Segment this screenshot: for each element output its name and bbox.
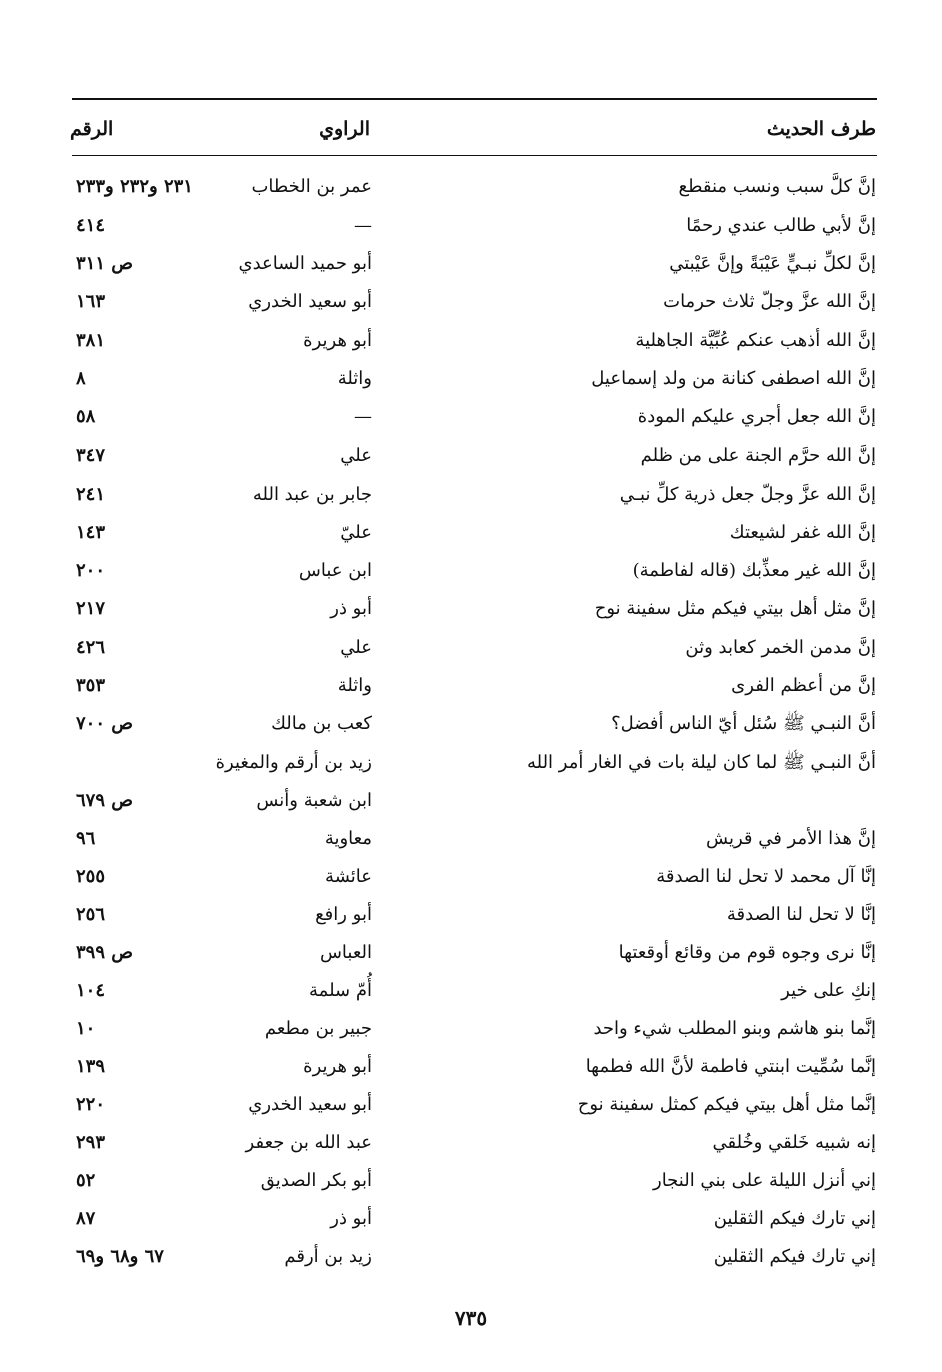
hadith-number: ٥٢	[76, 1170, 96, 1191]
hadith-number: ٣٨١	[76, 330, 106, 351]
rawi-name: زيد بن أرقم	[284, 1246, 372, 1267]
table-row	[0, 629, 942, 667]
hadith-number: ٢٣١ و٢٣٢ و٢٣٣	[76, 176, 193, 197]
table-row	[0, 744, 942, 782]
hadith-text: إني تارك فيكم الثقلين	[713, 1208, 876, 1229]
table-row	[0, 896, 942, 934]
table-row	[0, 360, 942, 398]
rawi-name: عمر بن الخطاب	[251, 176, 372, 197]
hadith-number: ٢٥٥	[76, 866, 106, 887]
table-row	[0, 820, 942, 858]
hadith-text: إنَّ الله أذهب عنكم عُبِّيَّة الجاهلية	[635, 330, 876, 351]
table-row	[0, 322, 942, 360]
rawi-name: معاوية	[324, 828, 372, 849]
hadith-text: أنَّ النبـي ﷺ لما كان ليلة بات في الغار أمر الله	[526, 752, 876, 773]
column-header-number: الرقم	[70, 118, 114, 140]
hadith-text: إنَّ الله حرَّم الجنة على من ظلم	[640, 445, 876, 466]
rawi-name: أبو ذر	[330, 598, 372, 619]
hadith-text: إنَّ الله اصطفى كنانة من ولد إسماعيل	[591, 368, 876, 389]
rawi-name: جبير بن مطعم	[264, 1018, 372, 1039]
hadith-number: ٢٩٣	[76, 1132, 106, 1153]
table-row	[0, 207, 942, 245]
table-row	[0, 1048, 942, 1086]
table-row	[0, 552, 942, 590]
table-row	[0, 398, 942, 436]
hadith-number: ٨	[76, 368, 86, 389]
hadith-text: إنَّ مدمن الخمر كعابد وثن	[685, 637, 876, 658]
hadith-number: ٦٧ و٦٨ و٦٩	[76, 1246, 164, 1267]
hadith-number: ١٠	[76, 1018, 96, 1039]
rawi-name: أبو بكر الصديق	[260, 1170, 372, 1191]
table-row	[0, 1010, 942, 1048]
hadith-text: إنَّ من أعظم الفرى	[731, 675, 876, 696]
table-row	[0, 245, 942, 283]
hadith-number: ص ٣١١	[76, 253, 134, 274]
table-row	[0, 1200, 942, 1238]
hadith-number: ص ٣٩٩	[76, 942, 134, 963]
table-row	[0, 934, 942, 972]
hadith-number: ١٠٤	[76, 980, 106, 1001]
rawi-name: ابن شعبة وأنس	[256, 790, 372, 811]
rawi-name: واثلة	[337, 368, 372, 389]
hadith-number: ١٣٩	[76, 1056, 106, 1077]
rawi-name: جابر بن عبد الله	[252, 484, 372, 505]
rawi-name: واثلة	[337, 675, 372, 696]
hadith-text: إنَّ لكلِّ نبـيٍّ عَيْبَةً وإنَّ عَيْبتي	[669, 253, 876, 274]
hadith-number: ص ٧٠٠	[76, 713, 134, 734]
hadith-text: إنَّ الله جعل أجري عليكم المودة	[637, 406, 876, 427]
rawi-name: —	[354, 406, 372, 427]
rawi-name: عائشة	[325, 866, 372, 887]
hadith-number: ١٤٣	[76, 522, 106, 543]
rawi-name: أُمّ سلمة	[309, 980, 372, 1001]
hadith-text: إنه شبيه خَلقي وخُلقي	[712, 1132, 876, 1153]
hadith-number: ٣٥٣	[76, 675, 106, 696]
hadith-number: ٢٢٠	[76, 1094, 106, 1115]
hadith-number: ٢٤١	[76, 484, 106, 505]
hadith-text: إنَّ الله غير معذِّبك (قاله لفاطمة)	[632, 560, 876, 581]
hadith-number: ٢٠٠	[76, 560, 106, 581]
rawi-name: أبو سعيد الخدري	[248, 291, 372, 312]
table-row	[0, 782, 942, 820]
hadith-number: ٣٤٧	[76, 445, 106, 466]
hadith-text: إنَّ الله عزَّ وجلّ جعل ذرية كلِّ نبـي	[619, 484, 876, 505]
hadith-text: إني أنزل الليلة على بني النجار	[653, 1170, 876, 1191]
hadith-text: أنَّ النبـي ﷺ سُئل أيّ الناس أفضل؟	[611, 713, 876, 734]
hadith-text: إنَّما بنو هاشم وبنو المطلب شيء واحد	[593, 1018, 876, 1039]
hadith-number: ٤٢٦	[76, 637, 106, 658]
page-number: ٧٣٥	[454, 1306, 488, 1330]
column-header-rawi: الراوي	[319, 118, 370, 140]
rawi-name: عليّ	[340, 522, 372, 543]
hadith-text: إنكِ على خير	[781, 980, 876, 1001]
table-row	[0, 705, 942, 743]
rawi-name: أبو سعيد الخدري	[248, 1094, 372, 1115]
table-row	[0, 283, 942, 321]
hadith-text: إنَّ الله غفر لشيعتك	[729, 522, 876, 543]
hadith-number: ٢٥٦	[76, 904, 106, 925]
table-row	[0, 1162, 942, 1200]
hadith-text: إنَّ مثل أهل بيتي فيكم مثل سفينة نوح	[594, 598, 876, 619]
table-row	[0, 1124, 942, 1162]
rawi-name: علي	[340, 637, 372, 658]
hadith-text: إنَّ كلَّ سبب ونسب منقطع	[678, 176, 876, 197]
hadith-number: ٢١٧	[76, 598, 106, 619]
rawi-name: العباس	[319, 942, 372, 963]
rawi-name: أبو هريرة	[303, 330, 372, 351]
rawi-name: أبو حميد الساعدي	[238, 253, 372, 274]
rawi-name: عبد الله بن جعفر	[245, 1132, 372, 1153]
table-row	[0, 514, 942, 552]
rawi-name: ابن عباس	[298, 560, 372, 581]
table-row	[0, 667, 942, 705]
hadith-text: إنَّما مثل أهل بيتي فيكم كمثل سفينة نوح	[577, 1094, 876, 1115]
rawi-name: —	[354, 215, 372, 236]
hadith-text: إنَّا لا تحل لنا الصدقة	[726, 904, 876, 925]
rawi-name: زيد بن أرقم والمغيرة	[215, 752, 372, 773]
table-row	[0, 1086, 942, 1124]
hadith-number: ٩٦	[76, 828, 96, 849]
table-row	[0, 972, 942, 1010]
table-row	[0, 168, 942, 206]
table-row	[0, 1238, 942, 1276]
hadith-text: إنَّ لأبي طالب عندي رحمًا	[686, 215, 876, 236]
table-row	[0, 437, 942, 475]
rawi-name: كعب بن مالك	[271, 713, 372, 734]
hadith-text: إني تارك فيكم الثقلين	[713, 1246, 876, 1267]
table-row	[0, 590, 942, 628]
column-header-hadith: طرف الحديث	[766, 118, 876, 140]
rawi-name: أبو رافع	[315, 904, 372, 925]
hadith-text: إنَّما سُمِّيت ابنتي فاطمة لأنَّ الله فطمها	[585, 1056, 876, 1077]
rawi-name: أبو هريرة	[303, 1056, 372, 1077]
table-row	[0, 476, 942, 514]
hadith-text: إنَّا نرى وجوه قوم من وقائع أوقعتها	[618, 942, 876, 963]
hadith-text: إنَّ الله عزَّ وجلّ ثلاث حرمات	[663, 291, 876, 312]
rawi-name: علي	[340, 445, 372, 466]
rawi-name: أبو ذر	[330, 1208, 372, 1229]
hadith-number: ١٦٣	[76, 291, 106, 312]
hadith-text: إنَّ هذا الأمر في قريش	[706, 828, 876, 849]
hadith-number: ٤١٤	[76, 215, 106, 236]
table-row	[0, 858, 942, 896]
hadith-number: ٨٧	[76, 1208, 96, 1229]
hadith-text: إنَّا آل محمد لا تحل لنا الصدقة	[656, 866, 876, 887]
hadith-number: ٥٨	[76, 406, 96, 427]
hadith-number: ص ٦٧٩	[76, 790, 134, 811]
